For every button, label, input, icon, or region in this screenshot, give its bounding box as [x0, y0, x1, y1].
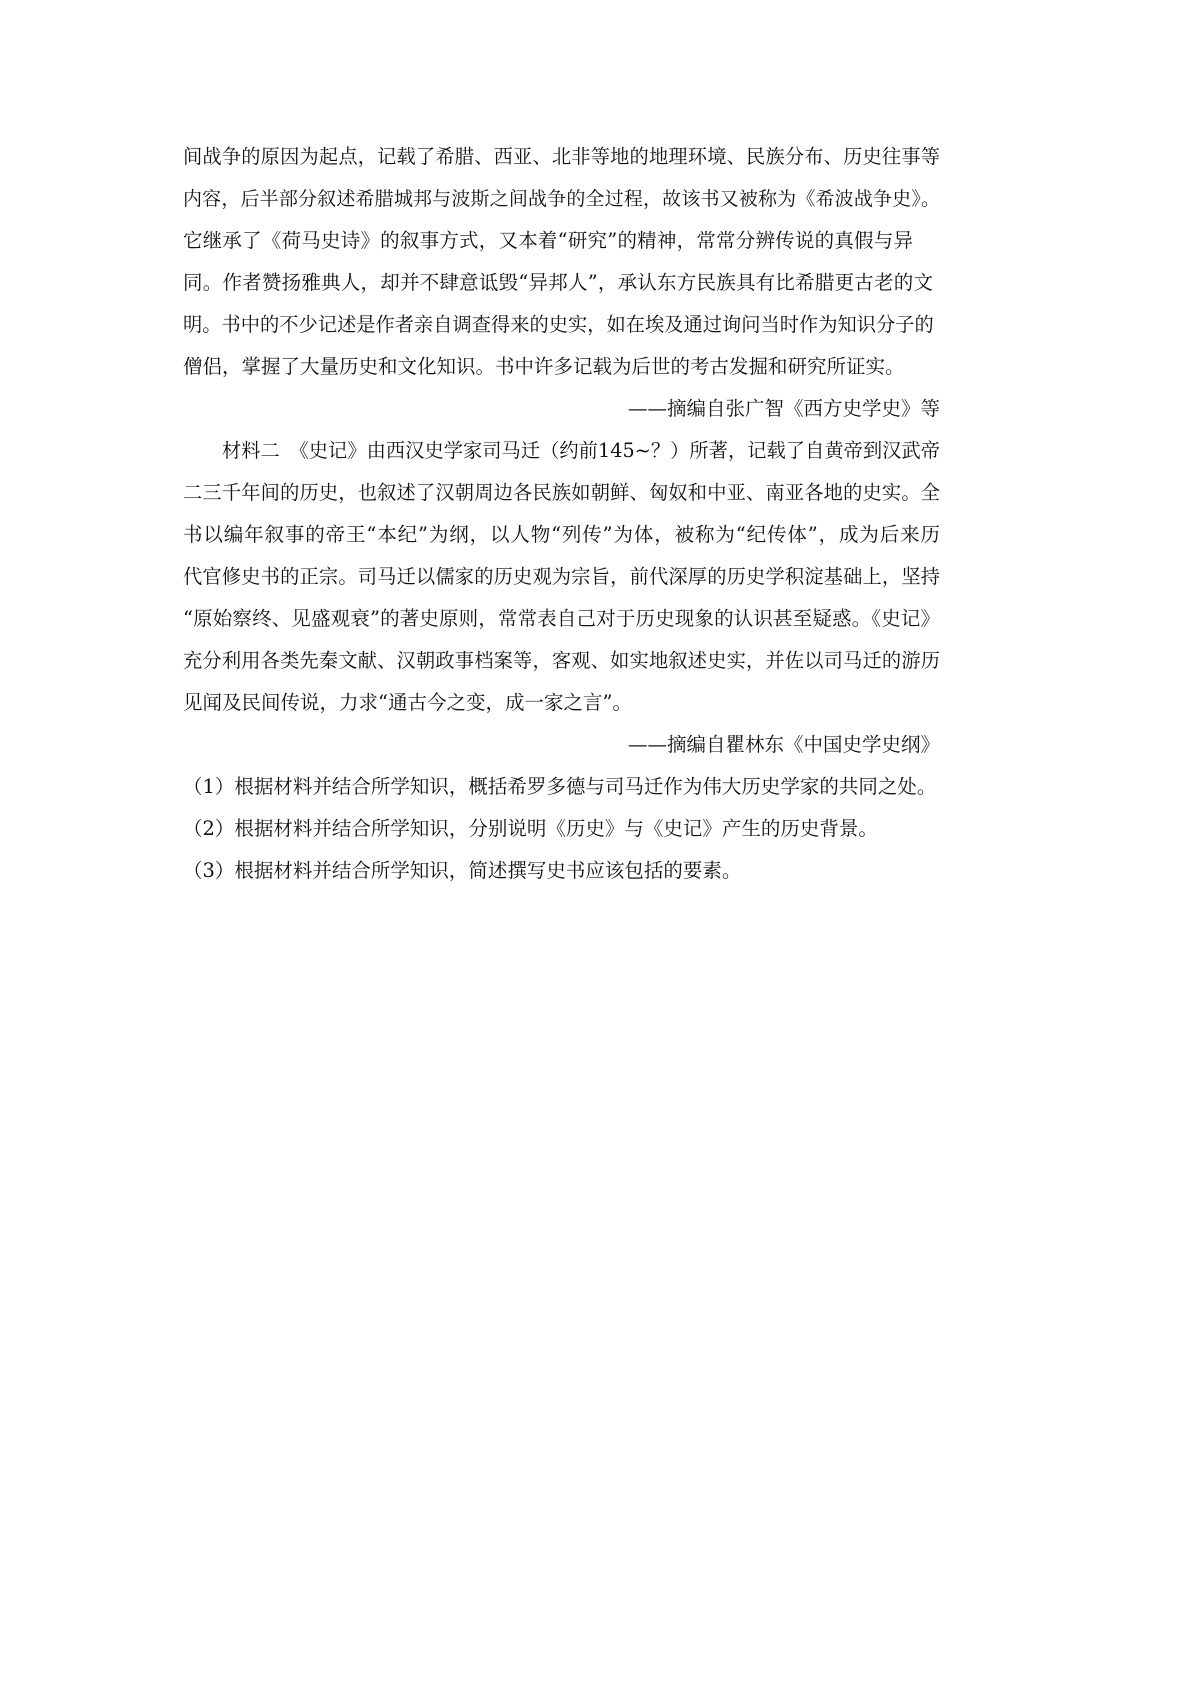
- material1-line-6: 僧侣，掌握了大量历史和文化知识。书中许多记载为后世的考古发掘和研究所证实。: [183, 355, 905, 378]
- material2-line-6: 充分利用各类先秦文献、汉朝政事档案等，客观、如实地叙述史实，并佐以司马迁的游历: [183, 649, 940, 672]
- question-2: （2）根据材料并结合所学知识，分别说明《历史》与《史记》产生的历史背景。: [183, 817, 878, 840]
- material2-line-2: 二三千年间的历史，也叙述了汉朝周边各民族如朝鲜、匈奴和中亚、南亚各地的史实。全: [183, 481, 940, 504]
- material1-line-1: 间战争的原因为起点，记载了希腊、西亚、北非等地的地理环境、民族分布、历史往事等: [183, 145, 940, 168]
- material1-line-2: 内容，后半部分叙述希腊城邦与波斯之间战争的全过程，故该书又被称为《希波战争史》。: [183, 188, 940, 210]
- material1-line-4: 同。作者赞扬雅典人，却并不肆意诋毁“异邦人”，承认东方民族具有比希腊更古老的文: [183, 271, 933, 294]
- material2-line-7: 见闻及民间传说，力求“通古今之变，成一家之言”。: [183, 691, 632, 714]
- question-3: （3）根据材料并结合所学知识，简述撰写史书应该包括的要素。: [183, 859, 742, 882]
- material1-source: ——摘编自张广智《西方史学史》等: [627, 397, 940, 420]
- material2-line-1: 材料二 《史记》由西汉史学家司马迁（约前145~？）所著，记载了自黄帝到汉武帝: [222, 439, 940, 462]
- material2-source: ——摘编自瞿林东《中国史学史纲》: [627, 733, 940, 756]
- question-1: （1）根据材料并结合所学知识，概括希罗多德与司马迁作为伟大历史学家的共同之处。: [183, 775, 937, 798]
- material1-line-3: 它继承了《荷马史诗》的叙事方式，又本着“研究”的精神，常常分辨传说的真假与异: [183, 229, 913, 252]
- material2-line-3: 书以编年叙事的帝王“本纪”为纲，以人物“列传”为体，被称为“纪传体”，成为后来历: [183, 523, 940, 546]
- material1-line-5: 明。书中的不少记述是作者亲自调查得来的史实，如在埃及通过询问当时作为知识分子的: [183, 313, 934, 336]
- material2-line-5: “原始察终、见盛观衰”的著史原则，常常表自己对于历史现象的认识甚至疑惑。《史记》: [183, 607, 940, 630]
- material2-line-4: 代官修史书的正宗。司马迁以儒家的历史观为宗旨，前代深厚的历史学积淀基础上，坚持: [183, 565, 940, 588]
